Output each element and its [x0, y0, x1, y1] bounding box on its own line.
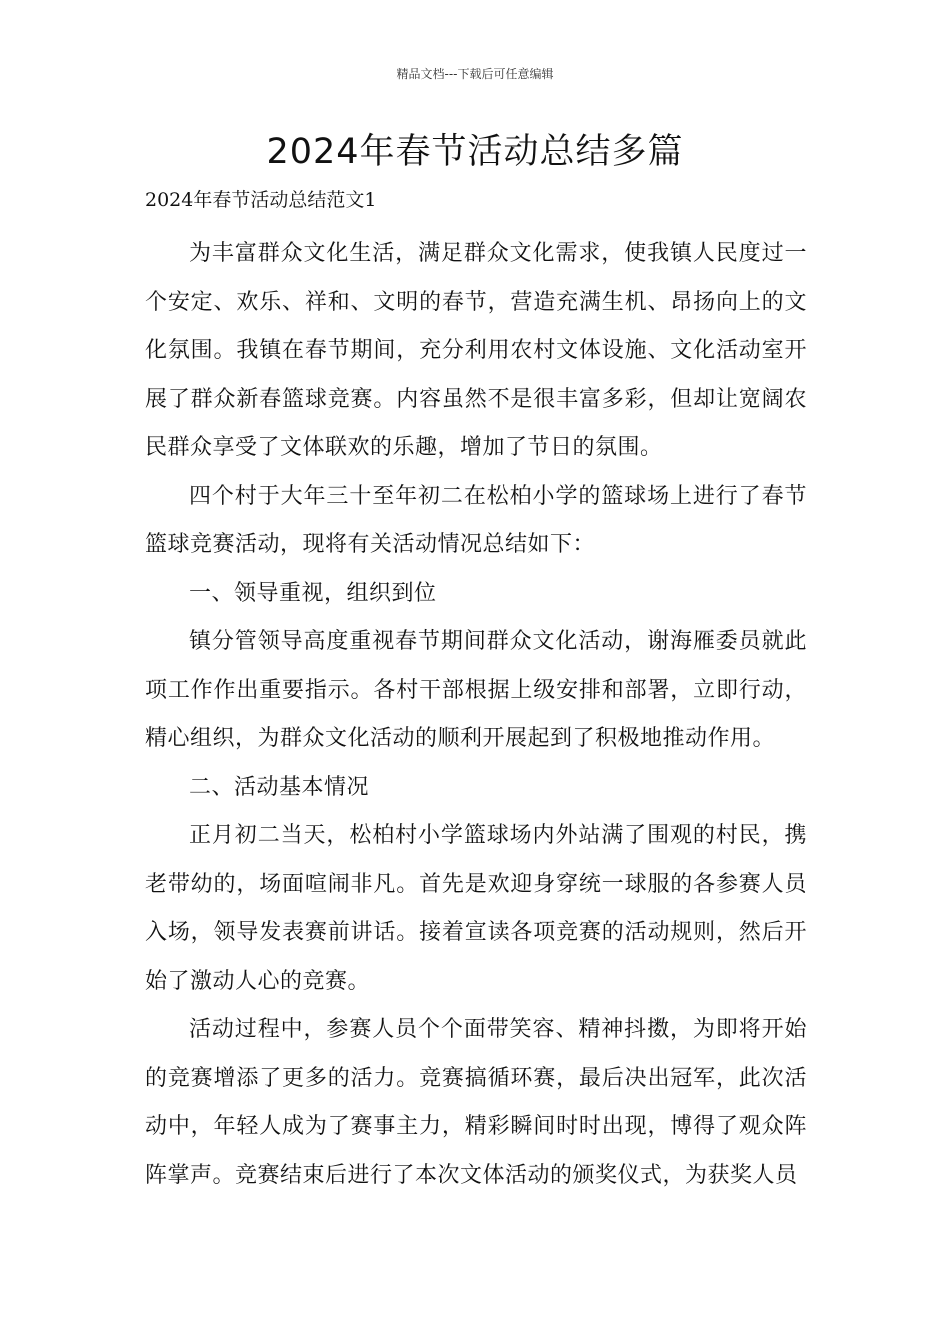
- section-heading-activity: 二、活动基本情况: [189, 774, 370, 800]
- document-title: 2024年春节活动总结多篇: [266, 132, 684, 172]
- page-header-note: 精品文档---下载后可任意编辑: [396, 67, 554, 81]
- paragraph-activity-process: 活动过程中，参赛人员个个面带笑容、精神抖擞，为即将开始的竞赛增添了更多的活力。竞赛搞循环赛，最后决出冠军，此次活动中，年轻人成为了赛事主力，精彩瞬间时时出现，博得了观众阵阵掌声。竞赛结束后进行了本次文体活动的颁奖仪式，为获奖人员: [145, 1017, 807, 1188]
- paragraph-intro: 为丰富群众文化生活，满足群众文化需求，使我镇人民度过一个安定、欢乐、祥和、文明的春节，营造充满生机、昂扬向上的文化氛围。我镇在春节期间，充分利用农村文体设施、文化活动室开展了群众新春篮球竞赛。内容虽然不是很丰富多彩，但却让宽阔农民群众享受了文体联欢的乐趣，增加了节日的氛围。: [145, 241, 807, 460]
- paragraph-leadership: 镇分管领导高度重视春节期间群众文化活动，谢海雁委员就此项工作作出重要指示。各村干部根据上级安排和部署，立即行动，精心组织，为群众文化活动的顺利开展起到了积极地推动作用。: [145, 629, 807, 751]
- paragraph-overview: 四个村于大年三十至年初二在松柏小学的篮球场上进行了春节篮球竞赛活动，现将有关活动情况总结如下：: [145, 483, 807, 557]
- section-heading-leadership: 一、领导重视，组织到位: [189, 580, 437, 606]
- document-body: [145, 230, 807, 1200]
- document-subtitle: 2024年春节活动总结范文1: [145, 189, 377, 211]
- paragraph-activity-day: 正月初二当天，松柏村小学篮球场内外站满了围观的村民，携老带幼的，场面喧闹非凡。首先是欢迎身穿统一球服的各参赛人员入场，领导发表赛前讲话。接着宣读各项竞赛的活动规则，然后开始了激动人心的竞赛。: [145, 823, 807, 994]
